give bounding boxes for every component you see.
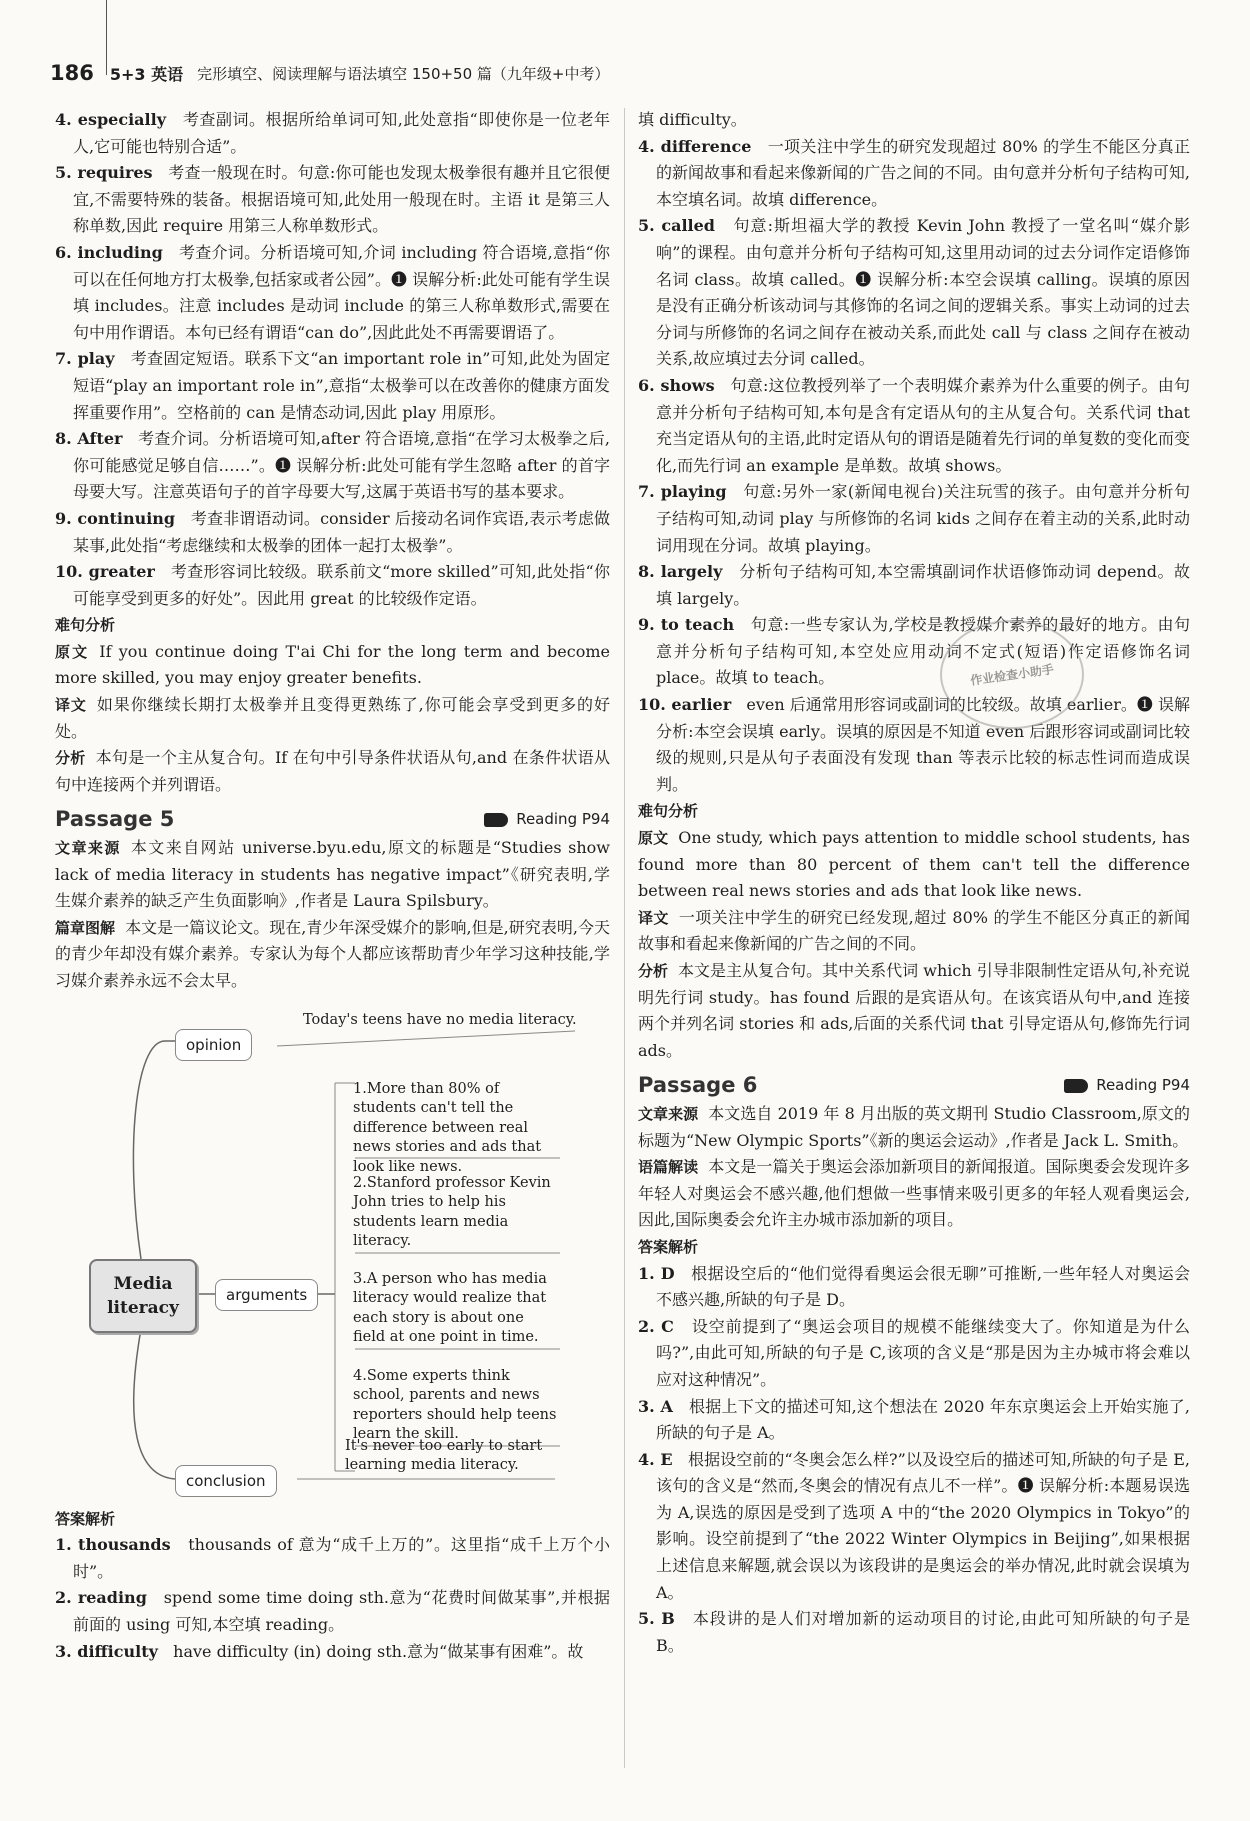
- pointing-hand-icon: [1064, 1079, 1088, 1093]
- answer-item: 1. D 根据设空后的“他们觉得看奥运会很无聊”可推断,一些年轻人对奥运会不感兴趣,所缺的句子是 D。: [638, 1263, 1190, 1310]
- homework-helper-stamp: 作业检查小助手: [940, 620, 1084, 729]
- page-number: 186: [50, 61, 94, 85]
- answer-item: 10. greater 考查形容词比较级。联系前文“more skilled”可知,此处指“你可能享受到更多的好处”。因此用 great 的比较级作定语。: [55, 562, 610, 608]
- left-column: [55, 107, 610, 1665]
- translation-text: 译文 如果你继续长期打太极拳并且变得更熟练了,你可能会享受到更多的好处。: [55, 695, 610, 741]
- argument-item: 2.Stanford professor Kevin John tries to help his students learn media literacy.: [353, 1174, 551, 1250]
- answer-item: 5. requires 考查一般现在时。句意:你可能也发现太极拳很有趣并且它很便宜,不需要特殊的装备。根据语境可知,此处用一般现在时。主语 it 是第三人称单数,因此 require 用第三人称单数形式。: [55, 163, 610, 236]
- answer-item: 6. shows 句意:这位教授列举了一个表明媒介素养为什么重要的例子。由句意并分析句子结构可知,本句是含有定语从句的主从复合句。关系代词 that 充当定语从句的主语,此时定语从句的谓语是随着先行词的单复数的变化而变化,而先行词 an example 是单数。故填 shows。: [638, 375, 1190, 475]
- passage-title: Passage 5: [55, 807, 175, 832]
- brand-name: 5+3 英语: [109, 64, 184, 84]
- difficult-sentence-heading: 难句分析: [55, 616, 116, 635]
- answer-item: 3. A 根据上下文的描述可知,这个想法在 2020 年东京奥运会上开始实施了,所缺的句子是 A。: [638, 1396, 1190, 1443]
- passage-6-header: [638, 1072, 1190, 1099]
- answer-item: 9. continuing 考查非谓语动词。consider 后接动名词作宾语,表示考虑做某事,此处指“考虑继续和太极拳的团体一起打太极拳”。: [55, 508, 611, 555]
- answer-item: 4. difference 一项关注中学生的研究发现超过 80% 的学生不能区分真正的新闻故事和看起来像新闻的广告之间的不同。由句意并分析句子结构可知,本空填名词。故填 difference。: [638, 136, 1190, 209]
- reading-reference: Reading P94: [1064, 1072, 1190, 1099]
- answer-item: 10. earlier even 后通常用形容词或副词的比较级。故填 earlier。❶ 误解分析:本空会误填 early。误填的原因是不知道 even 后跟形容词或副词比较级的规则,只是从句子表面没有发现 than 等表示比较的标志性词而造成误判。: [638, 695, 1190, 794]
- answer-item: 4. especially 考查副词。根据所给单词可知,此处意指“即使你是一位老年人,它可能也特别合适”。: [55, 110, 610, 156]
- analysis-text: 分析 本句是一个主从复合句。If 在句中引导条件状语从句,and 在条件状语从句中连接两个并列谓语。: [55, 748, 610, 794]
- conclusion-text: It's never too early to start learning media literacy.: [345, 1437, 543, 1474]
- opinion-node: opinion: [175, 1029, 252, 1062]
- answer-item: 3. difficulty have difficulty (in) doing sth.意为“做某事有困难”。故: [55, 1641, 584, 1661]
- book-title: 完形填空、阅读理解与语法填空 150+50 篇（九年级+中考）: [197, 64, 610, 83]
- opinion-text: Today's teens have no media literacy.: [303, 1011, 577, 1028]
- passage-title: Passage 6: [638, 1073, 758, 1098]
- passage-interpretation: 语篇解读 本文是一篇关于奥运会添加新项目的新闻报道。国际奥委会发现许多年轻人对奥运会不感兴趣,他们想做一些事情来吸引更多的年轻人观看奥运会,因此,国际奥委会允许主办城市添加新的项目。: [638, 1157, 1190, 1230]
- passage-diagram-intro: 篇章图解 本文是一篇议论文。现在,青少年深受媒介的影响,但是,研究表明,今天的青少年却没有媒介素养。专家认为每个人都应该帮助青少年学习这种技能,学习媒介素养永远不会太早。: [55, 917, 610, 990]
- translation-text: 译文 一项关注中学生的研究已经发现,超过 80% 的学生不能区分真正的新闻故事和看起来像新闻的广告之间的不同。: [638, 907, 1190, 954]
- answer-item: 7. playing 句意:另外一家(新闻电视台)关注玩雪的孩子。由句意并分析句子结构可知,动词 play 与所修饰的名词 kids 之间存在着主动的关系,此时动词用现在分词。故填 playing。: [638, 482, 1190, 555]
- answer-item: 6. including 考查介词。分析语境可知,介词 including 符合语境,意指“你可以在任何地方打太极拳,包括家或者公园”。❶ 误解分析:此处可能有学生误填 includes。注意 includes 是动词 include 的第三人称单数形式,需要在句中用作谓语。本句已经有谓语“can do”,因此此处不再需要谓语了。: [55, 242, 610, 342]
- article-source: 文章来源 本文来自网站 universe.byu.edu,原文的标题是“Studies show lack of media literacy in students has negative impact”《研究表明,学生媒介素养的缺乏产生负面影响》,作者是 Laura Spilsbury。: [55, 838, 610, 911]
- answer-item: 8. largely 分析句子结构可知,本空需填副词作状语修饰动词 depend。故填 largely。: [638, 562, 1190, 608]
- column-divider: [624, 108, 625, 1768]
- arguments-node: arguments: [215, 1279, 318, 1312]
- analysis-text: 分析 本文是主从复合句。其中关系代词 which 引导非限制性定语从句,补充说明先行词 study。has found 后跟的是宾语从句。在该宾语从句中,and 连接两个并列名词 stories 和 ads,后面的关系代词 that 引导定语从句,修饰先行词 ads。: [638, 961, 1190, 1060]
- answers-heading: 答案解析: [55, 1509, 116, 1528]
- original-text: 原文 If you continue doing T'ai Chi for the long term and become more skilled, you may enjoy greater benefits.: [55, 641, 610, 688]
- answers-heading: 答案解析: [638, 1237, 699, 1256]
- difficult-sentence-heading: 难句分析: [638, 802, 699, 821]
- answer-item: 2. C 设空前提到了“奥运会项目的规模不能继续变大了。你知道是为什么吗?”,由此可知,所缺的句子是 C,该项的含义是“那是因为主办城市将会难以应对这种情况”。: [638, 1316, 1190, 1389]
- answer-list-continued: [55, 107, 610, 612]
- answer-item: 8. After 考查介词。分析语境可知,after 符合语境,意指“在学习太极拳之后,你可能感觉足够自信……”。❶ 误解分析:此处可能有学生忽略 after 的首字母要大写。注意英语句子的首字母要大写,这属于英语书写的基本要求。: [55, 429, 610, 502]
- answer-item: 1. thousands thousands of 意为“成千上万的”。这里指“成千上万个小时”。: [55, 1535, 611, 1581]
- mind-map: [55, 1001, 610, 1506]
- argument-item: 1.More than 80% of students can't tell the difference between real news stories and ads that look like news.: [353, 1080, 542, 1175]
- answer-item: 7. play 考查固定短语。联系下文“an important role in”可知,此处为固定短语“play an important role in”,意指“太极拳可以在改善你的健康方面发挥重要作用”。空格前的 can 是情态动词,因此 play 用原形。: [55, 349, 611, 422]
- answer-continuation: 填 difficulty。: [638, 110, 747, 129]
- argument-item: 3.A person who has media literacy would realize that each story is about one field at one point in time.: [353, 1270, 547, 1346]
- right-column: [638, 107, 1190, 1659]
- argument-item: 4.Some experts think school, parents and news reporters should help teens learn the skill.: [353, 1367, 557, 1443]
- article-source: 文章来源 本文选自 2019 年 8 月出版的英文期刊 Studio Classroom,原文的标题为“New Olympic Sports”《新的奥运会运动》,作者是 Jack L. Smith。: [638, 1103, 1190, 1150]
- reading-reference: Reading P94: [484, 806, 610, 833]
- answer-item: 5. called 句意:斯坦福大学的教授 Kevin John 教授了一堂名叫“媒介影响”的课程。由句意并分析句子结构可知,这里用动词的过去分词作定语修饰名词 class。故填 called。❶ 误解分析:本空会误填 calling。误填的原因是没有正确分析该动词与其修饰的名词之间的逻辑关系。事实上动词的过去分词与所修饰的名词之间存在被动关系,而此处 call 与 class 之间存在被动关系,故应填过去分词 called。: [638, 216, 1190, 369]
- original-text: 原文 One study, which pays attention to middle school students, has found more than 80 percent of them can't tell the difference between real news stories and ads that look like news.: [638, 828, 1190, 901]
- pointing-hand-icon: [484, 813, 508, 827]
- conclusion-node: conclusion: [175, 1465, 277, 1498]
- page-header: [50, 58, 610, 88]
- answer-item: 5. B 本段讲的是人们对增加新的运动项目的讨论,由此可知所缺的句子是 B。: [638, 1609, 1190, 1655]
- mind-map-center: Media literacy: [89, 1259, 197, 1333]
- answer-item: 4. E 根据设空前的“冬奥会怎么样?”以及设空后的描述可知,所缺的句子是 E,该句的含义是“然而,冬奥会的情况有点儿不一样”。❶ 误解分析:本题易误选为 A,误选的原因是受到了选项 A 中的“the 2020 Olympics in Tokyo”的影响。设空前提到了“the 2022 Winter Olympics in Beijing”,如果根据上述信息来解题,就会误以为该段讲的是奥运会的举办情况,此时就会误填为 A。: [638, 1449, 1191, 1602]
- passage-5-header: [55, 806, 610, 833]
- answer-item: 2. reading spend some time doing sth.意为“花费时间做某事”,并根据前面的 using 可知,本空填 reading。: [55, 1588, 610, 1634]
- answer-item: 9. to teach 句意:一些专家认为,学校是教授媒介素养的最好的地方。由句意并分析句子结构可知,本空处应用动词不定式(短语)作定语修饰名词 place。故填 to teach。: [638, 615, 1191, 688]
